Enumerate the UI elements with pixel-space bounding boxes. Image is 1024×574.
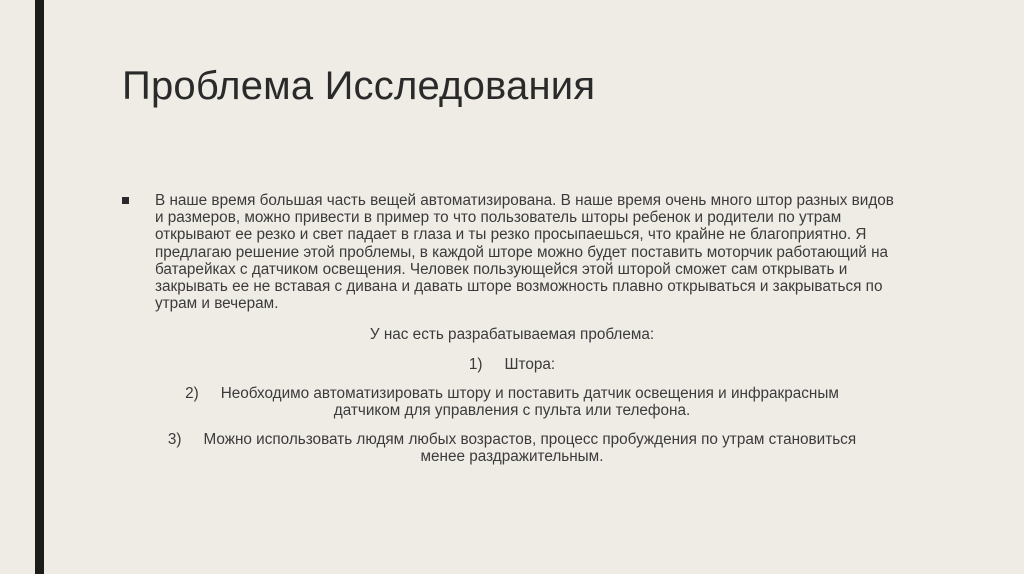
intro-line: У нас есть разрабатываемая проблема:	[369, 326, 655, 344]
square-bullet-icon	[122, 197, 129, 204]
slide-body	[122, 192, 902, 466]
list-number: 3)	[167, 431, 182, 449]
list-item-text: Можно использовать людям любых возрастов, процесс пробуждения по утрам становиться	[203, 431, 857, 449]
list-item-3	[122, 431, 902, 465]
slide-title: Проблема Исследования	[122, 64, 596, 108]
list-item-text: Штора:	[504, 355, 556, 373]
list-item-2	[122, 385, 902, 419]
list-number: 1)	[468, 355, 483, 373]
bullet-item	[122, 192, 902, 312]
list-item-continuation: датчиком для управления с пульта или телефона.	[333, 402, 691, 420]
list-item-1	[122, 356, 902, 373]
list-item-text: Необходимо автоматизировать штору и поставить датчик освещения и инфракрасным	[220, 384, 839, 402]
list-number: 2)	[185, 384, 199, 402]
bullet-paragraph: В наше время большая часть вещей автоматизирована. В наше время очень много штор разных видов и размеров, можно привести в пример то что пользователь шторы ребенок и родители по утрам открывают ее резко и свет падает в глаза и ты резко просыпаешься, что крайне не благоприятно. Я предлагаю решение этой проблемы, в каждой шторе можно будет поставить моторчик работающий на батарейках с датчиком освещения. Человек пользующейся этой шторой сможет сам открывать и закрывать ее не вставая с дивана и давать шторе возможность плавно открываться и закрываться по утрам и вечерам.	[155, 192, 894, 313]
accent-bar	[35, 0, 44, 574]
list-item-continuation: менее раздражительным.	[420, 448, 604, 466]
